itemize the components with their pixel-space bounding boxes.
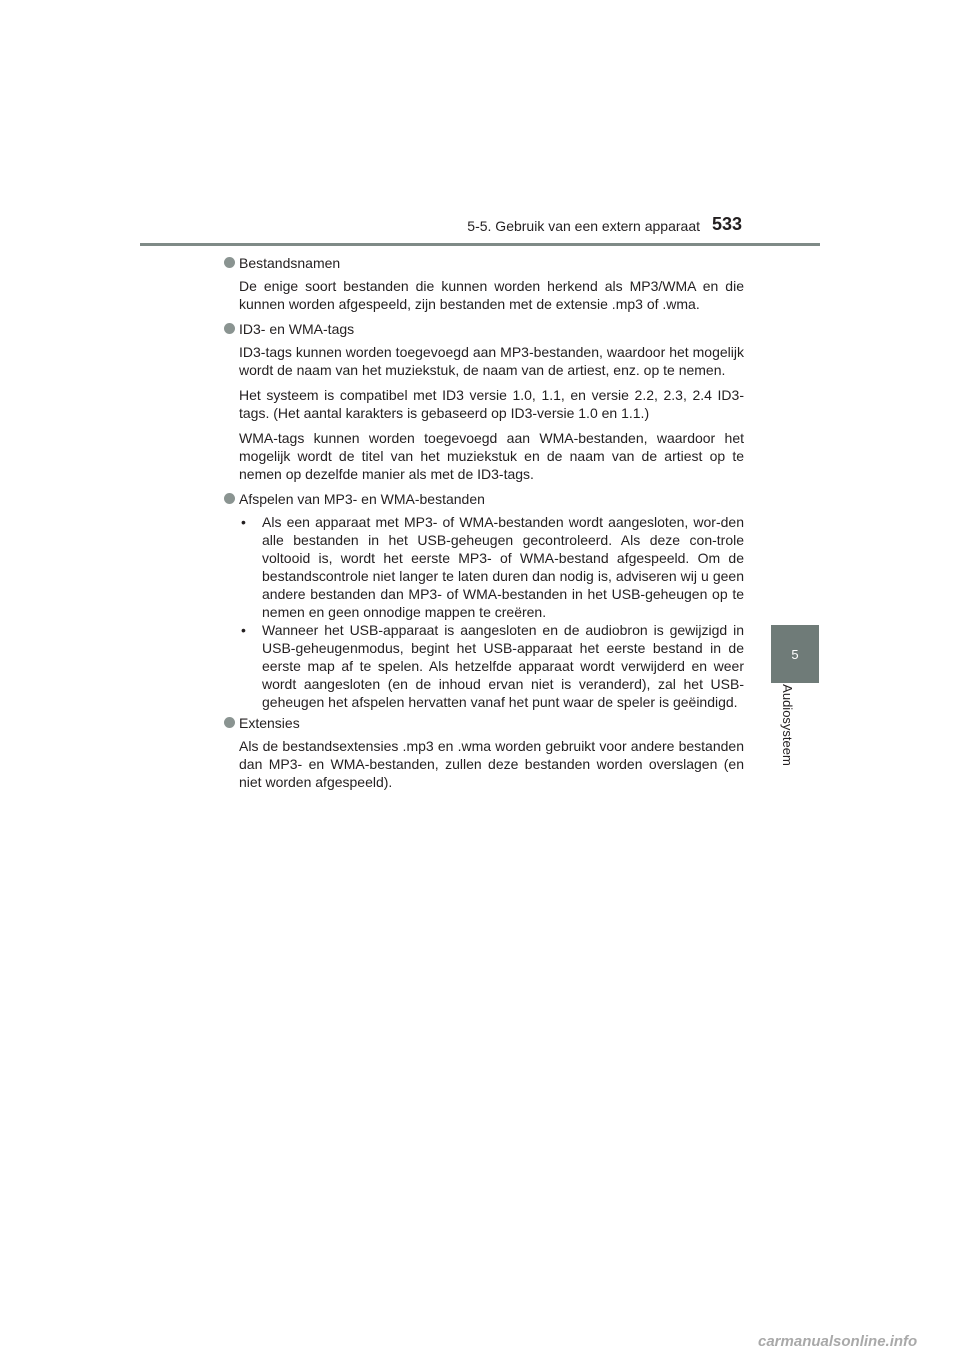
bullet-dot-icon <box>224 717 235 728</box>
watermark: carmanualsonline.info <box>758 1333 918 1350</box>
paragraph: ID3-tags kunnen worden toegevoegd aan MP3-bestanden, waardoor het mogelijk wordt de naam van het muziekstuk, de naam van de artiest, enz. op te nemen. <box>239 344 744 378</box>
paragraph: Als de bestandsextensies .mp3 en .wma worden gebruikt voor andere bestanden dan MP3- en WMA-bestanden, zullen deze bestanden worden overslagen (en niet worden afgespeeld). <box>239 738 744 790</box>
bullet-dot-icon <box>224 257 235 268</box>
section-extensies <box>224 714 744 791</box>
section-heading: Bestandsnamen <box>224 254 744 272</box>
section-afspelen <box>224 490 744 711</box>
bullet-dot-icon <box>224 493 235 504</box>
section-heading: Afspelen van MP3- en WMA-bestanden <box>224 490 744 508</box>
chapter-tab-label: Audiosysteem <box>780 684 795 766</box>
paragraph: WMA-tags kunnen worden toegevoegd aan WMA-bestanden, waardoor het mogelijk wordt de titel van het muziekstuk en de naam van de artiest op te nemen op dezelfde manier als met de ID3-tags. <box>239 430 744 482</box>
list-item: • Als een apparaat met MP3- of WMA-bestanden wordt aangesloten, wor-den alle bestanden in het USB-geheugen gecontroleerd. Als deze con-trole voltooid is, wordt het eerste MP3- of WMA-bestand afgespeeld. Om de bestandscontrole niet langer te laten duren dan nodig is, adviseren wij u geen andere bestanden dan MP3- of WMA-bestanden in het USB-geheugen op te nemen en geen onnodige mappen te creëren. <box>241 514 744 620</box>
page-number: 533 <box>712 214 743 234</box>
running-header-title: 5-5. Gebruik van een extern apparaat <box>467 218 700 234</box>
list-marker: • <box>241 622 246 638</box>
list-marker: • <box>241 514 246 530</box>
section-heading: ID3- en WMA-tags <box>224 320 744 338</box>
page-content <box>224 254 744 798</box>
bullet-dot-icon <box>224 323 235 334</box>
section-id3-wma-tags <box>224 320 744 483</box>
header-rule <box>140 243 820 246</box>
list-item: • Wanneer het USB-apparaat is aangesloten en de audiobron is gewijzigd in USB-geheugenmodus, begint het USB-apparaat het eerste bestand in de eerste map af te spelen. Als hetzelfde apparaat wordt verwijderd en weer wordt aangesloten (en de inhoud ervan niet is veranderd), zal het USB-geheugen het afspelen hervatten vanaf het punt waar de speler is geëindigd. <box>241 622 744 710</box>
paragraph: Het systeem is compatibel met ID3 versie 1.0, 1.1, en versie 2.2, 2.3, 2.4 ID3-tags. (Het aantal karakters is gebaseerd op ID3-versie 1.0 en 1.1.) <box>239 387 744 421</box>
chapter-tab-number: 5 <box>791 646 799 662</box>
paragraph: De enige soort bestanden die kunnen worden herkend als MP3/WMA en die kunnen worden afgespeeld, zijn bestanden met de extensie .mp3 of .wma. <box>239 278 744 312</box>
chapter-tab <box>771 625 819 683</box>
section-bestandsnamen <box>224 254 744 313</box>
section-heading: Extensies <box>224 714 744 732</box>
